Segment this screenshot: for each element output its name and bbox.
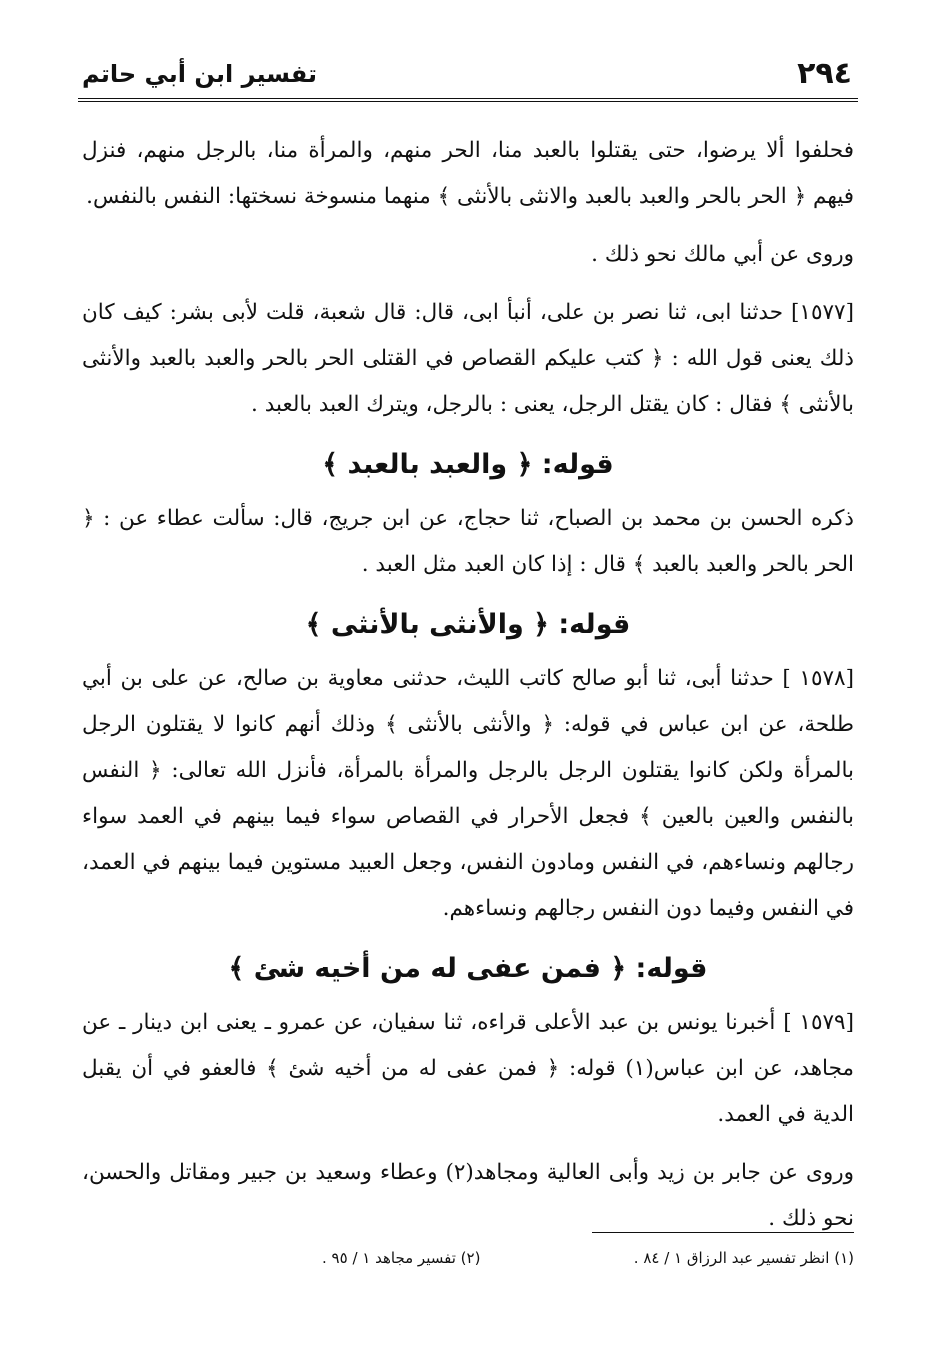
paragraph: [١٥٧٧] حدثنا ابى، ثنا نصر بن على، أنبأ ابى، قال: قال شعبة، قلت لأبى بشر: كيف كان ذلك يعنى قول الله : ﴿ كتب عليكم القصاص في القتلى الحر بالحر والعبد بالعبد والأنثى بالأنثى ﴾ فقال : كان يقتل الرجل، يعنى : بالرجل، ويترك العبد بالعبد . <box>82 300 854 417</box>
paragraph: ذكره الحسن بن محمد بن الصباح، ثنا حجاج، عن ابن جريج، قال: سألت عطاء عن : ﴿ الحر بالحر والعبد بالعبد ﴾ قال : إذا كان العبد مثل العبد . <box>82 506 854 577</box>
paragraph: فحلفوا ألا يرضوا، حتى يقتلوا بالعبد منا، الحر منهم، والمرأة منا، بالرجل منهم، فنزل فيهم ﴿ الحر بالحر والعبد بالعبد والانثى بالأنثى ﴾ منهما منسوخة نسختها: النفس بالنفس. <box>82 138 854 209</box>
footnote-1: (١) انظر تفسير عبد الرزاق ١ / ٨٤ . <box>633 1249 854 1267</box>
section-heading: قوله: ﴿ والأنثى بالأنثى ﴾ <box>305 609 631 640</box>
header-rule <box>78 98 858 102</box>
body-text <box>82 128 854 1254</box>
page-header <box>78 52 858 100</box>
paragraph: وروى عن أبي مالك نحو ذلك . <box>591 242 854 267</box>
paragraph: [١٥٧٨ ] حدثنا أبى، ثنا أبو صالح كاتب الليث، حدثنى معاوية بن صالح، عن على بن أبي طلحة، عن ابن عباس في قوله: ﴿ والأنثى بالأنثى ﴾ وذلك أنهم كانوا لا يقتلون الرجل بالمرأة ولكن كانوا يقتلون الرجل بالرجل والمرأة بالمرأة، فأنزل الله تعالى: ﴿ النفس بالنفس والعين بالعين ﴾ فجعل الأحرار في القصاص سواء فيما بينهم في العمد سواء رجالهم ونساءهم، في النفس ومادون النفس، وجعل العبيد مستوين فيما بينهم في العمد، في النفس وفيما دون النفس رجالهم ونساءهم. <box>82 666 854 921</box>
page-number: ٢٩٤ <box>797 56 852 91</box>
section-heading: قوله: ﴿ فمن عفى له من أخيه شئ ﴾ <box>228 953 708 984</box>
footnotes <box>82 1232 854 1267</box>
footnote-2: (٢) تفسير مجاهد ١ / ٩٥ . <box>322 1249 481 1267</box>
paragraph: وروى عن جابر بن زيد وأبى العالية ومجاهد(٢) وعطاء وسعيد بن جبير ومقاتل والحسن، نحو ذلك . <box>82 1160 854 1231</box>
footnote-row <box>82 1233 854 1267</box>
running-title: تفسير ابن أبي حاتم <box>82 60 317 88</box>
section-heading: قوله: ﴿ والعبد بالعبد ﴾ <box>322 449 614 480</box>
paragraph: [١٥٧٩ ] أخبرنا يونس بن عبد الأعلى قراءه، ثنا سفيان، عن عمرو ـ يعنى ابن دينار ـ عن مجاهد، عن ابن عباس(١) قوله: ﴿ فمن عفى له من أخيه شئ ﴾ فالعفو في أن يقبل الدية في العمد. <box>82 1010 854 1127</box>
